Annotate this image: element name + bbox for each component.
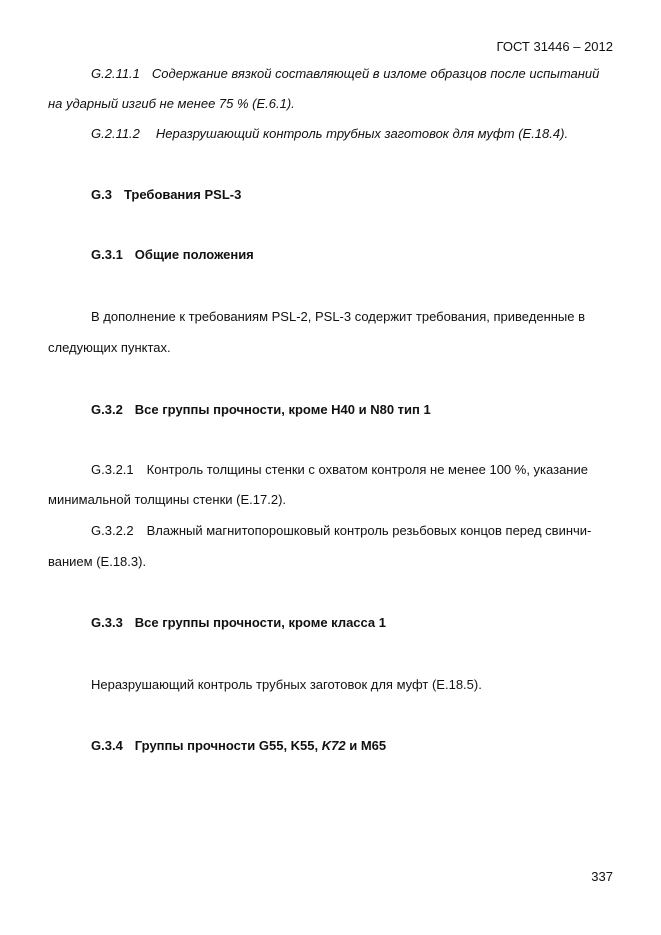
section-number: G.3 bbox=[91, 187, 112, 202]
clause-text: Неразрушающий контроль трубных заготовок для муфт (E.18.4). bbox=[155, 126, 569, 141]
section-title: Все группы прочности, кроме Н40 и N80 тип 1 bbox=[134, 402, 431, 417]
section-title: Все группы прочности, кроме класса 1 bbox=[134, 615, 386, 630]
clause-number: G.3.2.2 bbox=[91, 523, 134, 538]
section-g34-heading bbox=[91, 738, 386, 753]
clause-g2111-line1 bbox=[91, 66, 599, 81]
g31-body-line1: В дополнение к требованиям PSL-2, PSL-3 содержит требования, приведенные в bbox=[91, 309, 586, 324]
clause-g322-line2: ванием (Е.18.3). bbox=[48, 554, 147, 569]
section-g33-heading bbox=[91, 615, 386, 630]
section-title-part2: и M65 bbox=[349, 738, 387, 753]
section-title-part1: Группы прочности G55, K55, bbox=[134, 738, 319, 753]
clause-g321-line2: минимальной толщины стенки (Е.17.2). bbox=[48, 492, 287, 507]
document-header: ГОСТ 31446 – 2012 bbox=[496, 39, 613, 54]
section-g32-heading bbox=[91, 402, 431, 417]
section-g31-heading bbox=[91, 247, 254, 262]
clause-number: G.3.2.1 bbox=[91, 462, 134, 477]
clause-g2111-line2: на ударный изгиб не менее 75 % (E.6.1). bbox=[48, 96, 295, 111]
section-number: G.3.3 bbox=[91, 615, 123, 630]
section-title: Общие положения bbox=[134, 247, 254, 262]
section-title-italic: K72 bbox=[321, 738, 346, 753]
section-number: G.3.1 bbox=[91, 247, 123, 262]
clause-text: Содержание вязкой составляющей в изломе образцов после испытаний bbox=[151, 66, 600, 81]
clause-text: Контроль толщины стенки с охватом контроля не менее 100 %, указание bbox=[146, 462, 588, 477]
clause-g322-line1 bbox=[91, 523, 591, 538]
section-number: G.3.4 bbox=[91, 738, 123, 753]
clause-g2112 bbox=[91, 126, 568, 141]
section-g3-heading bbox=[91, 187, 241, 202]
section-number: G.3.2 bbox=[91, 402, 123, 417]
clause-g321-line1 bbox=[91, 462, 588, 477]
page-number: 337 bbox=[591, 869, 613, 884]
section-title: Требования PSL-3 bbox=[123, 187, 242, 202]
g31-body-line2: следующих пунктах. bbox=[48, 340, 171, 355]
clause-number: G.2.11.1 bbox=[91, 66, 140, 81]
clause-number: G.2.11.2 bbox=[91, 126, 140, 141]
g33-body: Неразрушающий контроль трубных заготовок для муфт (Е.18.5). bbox=[91, 677, 482, 692]
clause-text: Влажный магнитопорошковый контроль резьбовых концов перед свинчи- bbox=[146, 523, 592, 538]
